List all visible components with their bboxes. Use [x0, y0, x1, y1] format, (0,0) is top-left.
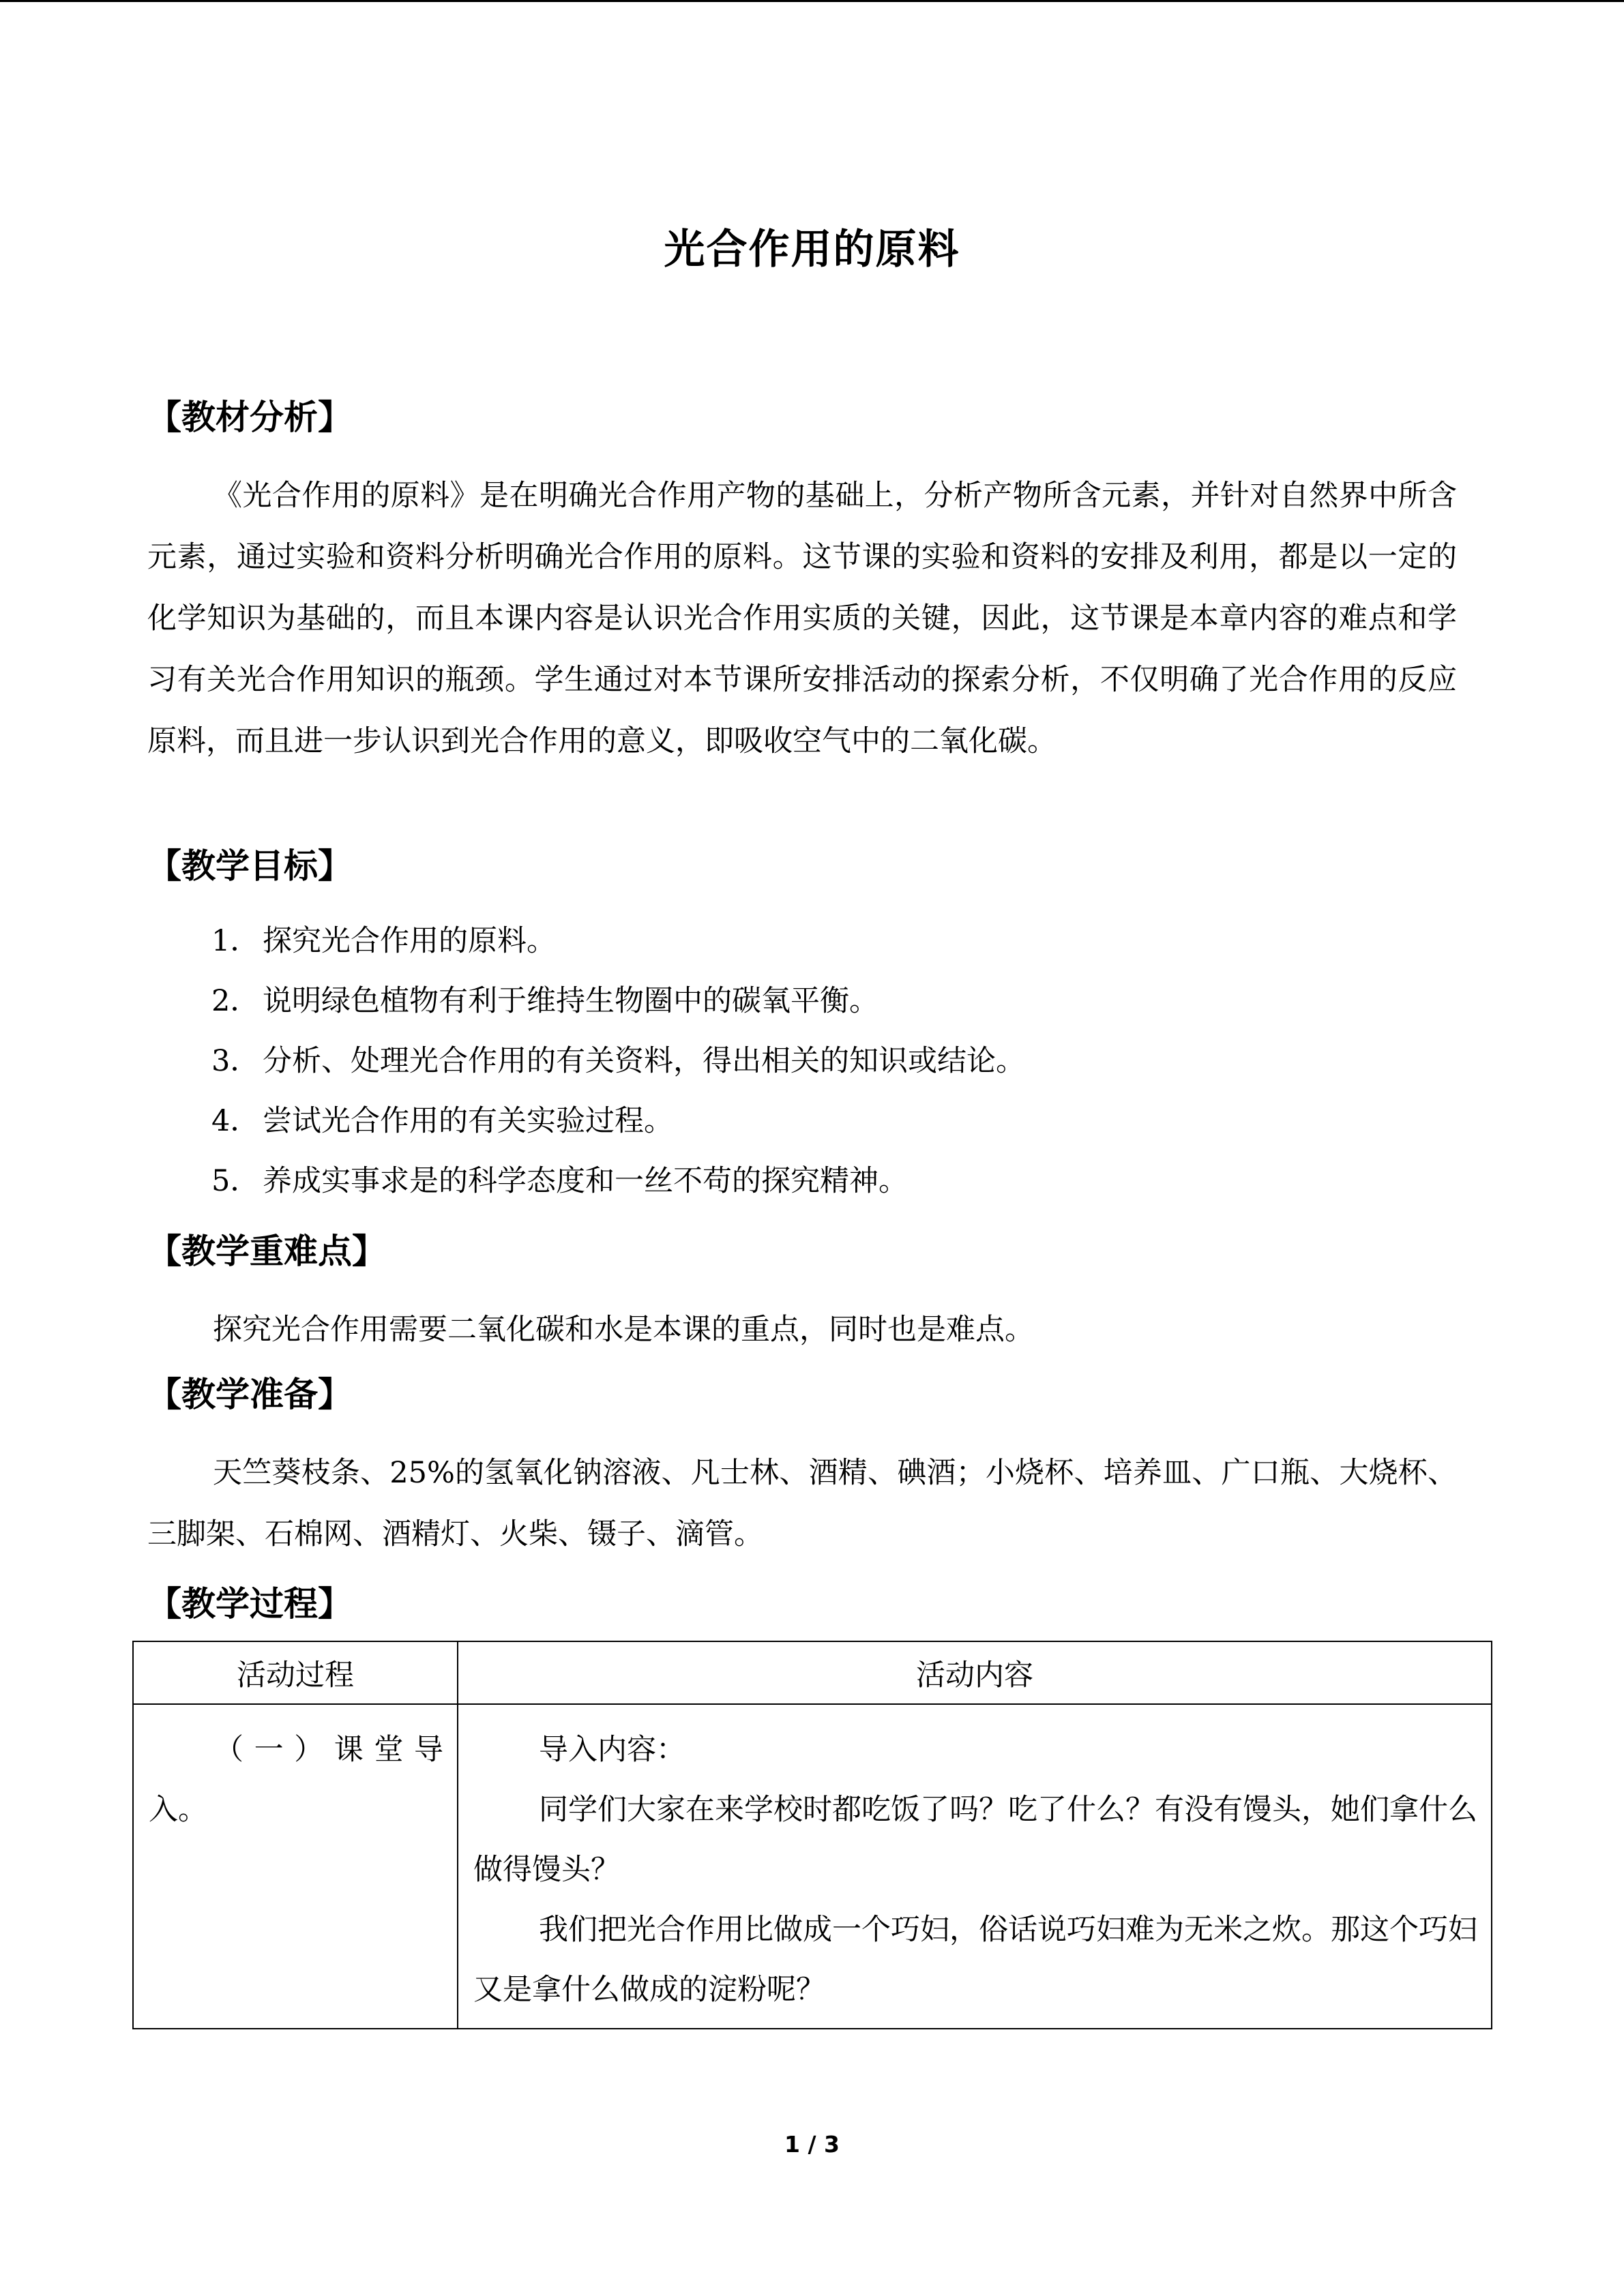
goal-item: [211, 971, 1025, 1031]
goal-text: 尝试光合作用的有关实验过程。: [263, 1104, 673, 1138]
goal-item: [211, 1151, 1025, 1211]
key-points-paragraph: 探究光合作用需要二氧化碳和水是本课的重点，同时也是难点。: [213, 1313, 1034, 1347]
process-table: [132, 1641, 1492, 2029]
stage-text: （一）课堂导入。: [149, 1733, 443, 1827]
goal-text: 分析、处理光合作用的有关资料，得出相关的知识或结论。: [263, 1044, 1025, 1078]
document-title: 光合作用的原料: [664, 226, 960, 273]
table-header-row: [133, 1641, 1492, 1704]
table-row: [133, 1704, 1492, 2029]
header-activity-content: 活动内容: [458, 1641, 1492, 1704]
goal-item: [211, 1091, 1025, 1151]
goal-number: 1．: [211, 924, 260, 958]
page-number: 1 / 3: [784, 2131, 840, 2158]
goal-text: 探究光合作用的原料。: [263, 924, 556, 958]
goal-number: 2．: [211, 984, 260, 1018]
heading-analysis: 【教材分析】: [147, 398, 352, 437]
heading-goals: 【教学目标】: [147, 846, 352, 886]
content-paragraph: 我们把光合作用比做成一个巧妇，俗话说巧妇难为无米之炊。那这个巧妇又是拿什么做成的淀粉呢？: [473, 1913, 1477, 2007]
heading-preparation: 【教学准备】: [147, 1375, 352, 1414]
goal-number: 3．: [211, 1044, 260, 1078]
goal-text: 养成实事求是的科学态度和一丝不苟的探究精神。: [263, 1164, 908, 1198]
goal-number: 4．: [211, 1104, 260, 1138]
goal-number: 5．: [211, 1164, 260, 1198]
heading-process: 【教学过程】: [147, 1584, 352, 1624]
content-paragraph: 导入内容：: [539, 1733, 685, 1767]
content-cell: [458, 1704, 1492, 2029]
goal-text: 说明绿色植物有利于维持生物圈中的碳氧平衡。: [263, 984, 879, 1018]
preparation-paragraph: 天竺葵枝条、25%的氢氧化钠溶液、凡士林、酒精、碘酒；小烧杯、培养皿、广口瓶、大烧杯、三脚架、石棉网、酒精灯、火柴、镊子、滴管。: [147, 1456, 1457, 1551]
goal-item: [211, 1031, 1025, 1091]
content-paragraph: 同学们大家在来学校时都吃饭了吗？吃了什么？有没有馒头，她们拿什么做得馒头？: [473, 1793, 1477, 1887]
top-border-line: [0, 0, 1624, 2]
goal-item: [211, 911, 1025, 971]
goals-list: [211, 911, 1025, 1211]
stage-cell: [133, 1704, 458, 2029]
header-activity-process: 活动过程: [133, 1641, 458, 1704]
analysis-paragraph: 《光合作用的原料》是在明确光合作用产物的基础上，分析产物所含元素，并针对自然界中所含元素，通过实验和资料分析明确光合作用的原料。这节课的实验和资料的安排及利用，都是以一定的化学知识为基础的，而且本课内容是认识光合作用实质的关键，因此，这节课是本章内容的难点和学习有关光合作用知识的瓶颈。学生通过对本节课所安排活动的探索分析，不仅明确了光合作用的反应原料，而且进一步认识到光合作用的意义，即吸收空气中的二氧化碳。: [147, 479, 1457, 758]
heading-key-points: 【教学重难点】: [147, 1232, 386, 1271]
